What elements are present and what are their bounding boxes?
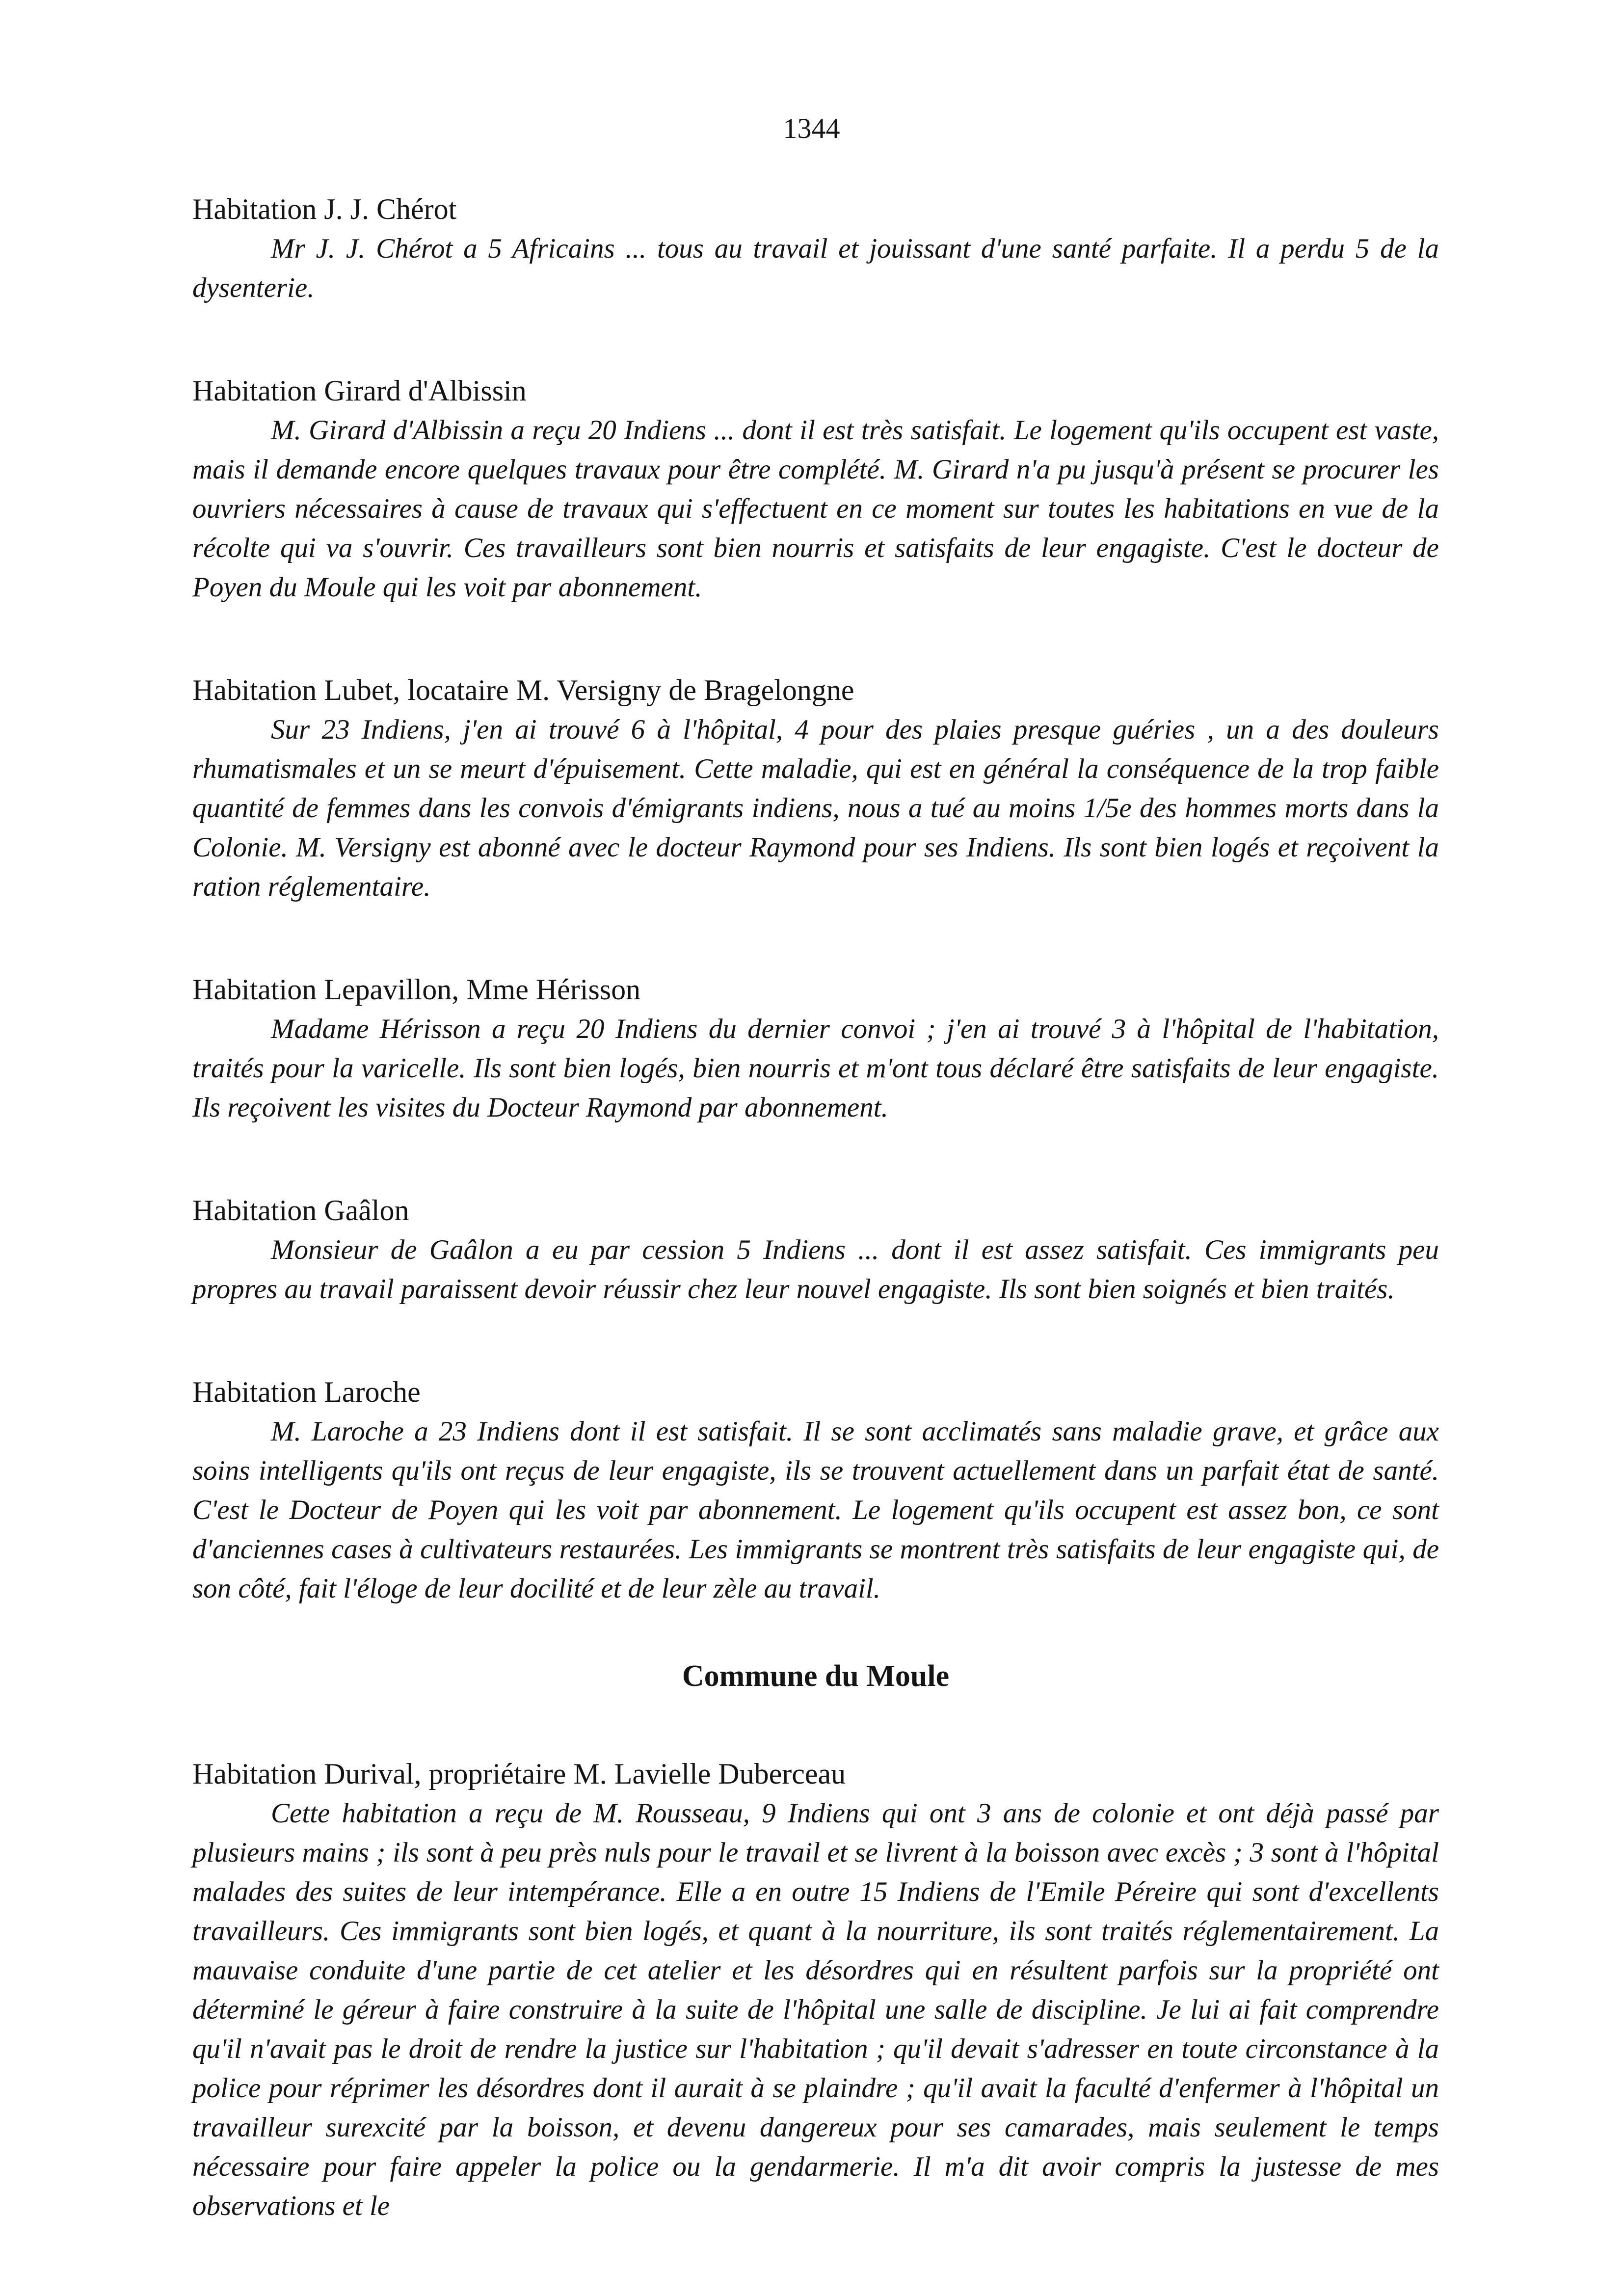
section-heading: Habitation Durival, propriétaire M. Lavielle Duberceau: [192, 1758, 846, 1790]
section-heading: Habitation Girard d'Albissin: [192, 374, 527, 407]
section-paragraph: M. Laroche a 23 Indiens dont il est satisfait. Il se sont acclimatés sans maladie grave, et grâce aux soins intelligents qu'ils ont reçus de leur engagiste, ils se trouvent actuellement dans un parfait état de santé. C'est le Docteur de Poyen qui les voit par abonnement. Le logement qu'ils occupent est assez bon, ce sont d'anciennes cases à cultivateurs restaurées. Les immigrants se montrent très satisfaits de leur engagiste qui, de son côté, fait l'éloge de leur docilité et de leur zèle au travail.: [192, 1416, 1439, 1604]
section-paragraph: Madame Hérisson a reçu 20 Indiens du dernier convoi ; j'en ai trouvé 3 à l'hôpital de l'habitation, traités pour la varicelle. Ils sont bien logés, bien nourris et m'ont tous déclaré être satisfaits de leur engagiste. Ils reçoivent les visites du Docteur Raymond par abonnement.: [192, 1014, 1439, 1123]
page-content: [192, 189, 1439, 2289]
section-paragraph: Mr J. J. Chérot a 5 Africains ... tous au travail et jouissant d'une santé parfaite. Il a perdu 5 de la dysenterie.: [192, 233, 1439, 303]
section-heading: Habitation Laroche: [192, 1376, 421, 1408]
section-heading: Habitation J. J. Chérot: [192, 193, 457, 225]
section-durival: [192, 1754, 1439, 2226]
section-girard-dalbissin: [192, 371, 1439, 607]
page-number: 1344: [783, 112, 840, 144]
section-paragraph: M. Girard d'Albissin a reçu 20 Indiens ... dont il est très satisfait. Le logement qu'ils occupent est vaste, mais il demande encore quelques travaux pour être complété. M. Girard n'a pu jusqu'à présent se procurer les ouvriers nécessaires à cause de travaux qui s'effectuent en ce moment sur toutes les habitations en vue de la récolte qui va s'ouvrir. Ces travailleurs sont bien nourris et satisfaits de leur engagiste. C'est le docteur de Poyen du Moule qui les voit par abonnement.: [192, 415, 1439, 603]
section-laroche: [192, 1372, 1439, 1608]
section-paragraph: Monsieur de Gaâlon a eu par cession 5 Indiens ... dont il est assez satisfait. Ces immigrants peu propres au travail paraissent devoir réussir chez leur nouvel engagiste. Ils sont bien soignés et bien traités.: [192, 1234, 1439, 1305]
section-lubet: [192, 670, 1439, 907]
section-heading: Habitation Lubet, locataire M. Versigny de Bragelongne: [192, 674, 854, 706]
section-lepavillon: [192, 969, 1439, 1127]
section-gaalon: [192, 1190, 1439, 1309]
section-cherot: [192, 189, 1439, 308]
commune-heading: Commune du Moule: [682, 1659, 950, 1693]
section-heading: Habitation Gaâlon: [192, 1194, 409, 1227]
section-heading: Habitation Lepavillon, Mme Hérisson: [192, 973, 641, 1006]
section-paragraph: Cette habitation a reçu de M. Rousseau, 9 Indiens qui ont 3 ans de colonie et ont déjà passé par plusieurs mains ; ils sont à peu près nuls pour le travail et se livrent à la boisson avec excès ; 3 sont à l'hôpital malades des suites de leur intempérance. Elle a en outre 15 Indiens de l'Emile Péreire qui sont d'excellents travailleurs. Ces immigrants sont bien logés, et quant à la nourriture, ils sont traités réglementairement. La mauvaise conduite d'une partie de cet atelier et les désordres qui en résultent parfois sur la propriété ont déterminé le géreur à faire construire à la suite de l'hôpital une salle de discipline. Je lui ai fait comprendre qu'il n'avait pas le droit de rendre la justice sur l'habitation ; qu'il devait s'adresser en toute circonstance à la police pour réprimer les désordres dont il aurait à se plaindre ; qu'il avait la faculté d'enfermer à l'hôpital un travailleur surexcité par la boisson, et devenu dangereux pour ses camarades, mais seulement le temps nécessaire pour faire appeler la police ou la gendarmerie. Il m'a dit avoir compris la justesse de mes observations et le: [192, 1798, 1439, 2221]
section-paragraph: Sur 23 Indiens, j'en ai trouvé 6 à l'hôpital, 4 pour des plaies presque guéries , un a des douleurs rhumatismales et un se meurt d'épuisement. Cette maladie, qui est en général la conséquence de la trop faible quantité de femmes dans les convois d'émigrants indiens, nous a tué au moins 1/5e des hommes morts dans la Colonie. M. Versigny est abonné avec le docteur Raymond pour ses Indiens. Ils sont bien logés et reçoivent la ration réglementaire.: [192, 714, 1439, 902]
